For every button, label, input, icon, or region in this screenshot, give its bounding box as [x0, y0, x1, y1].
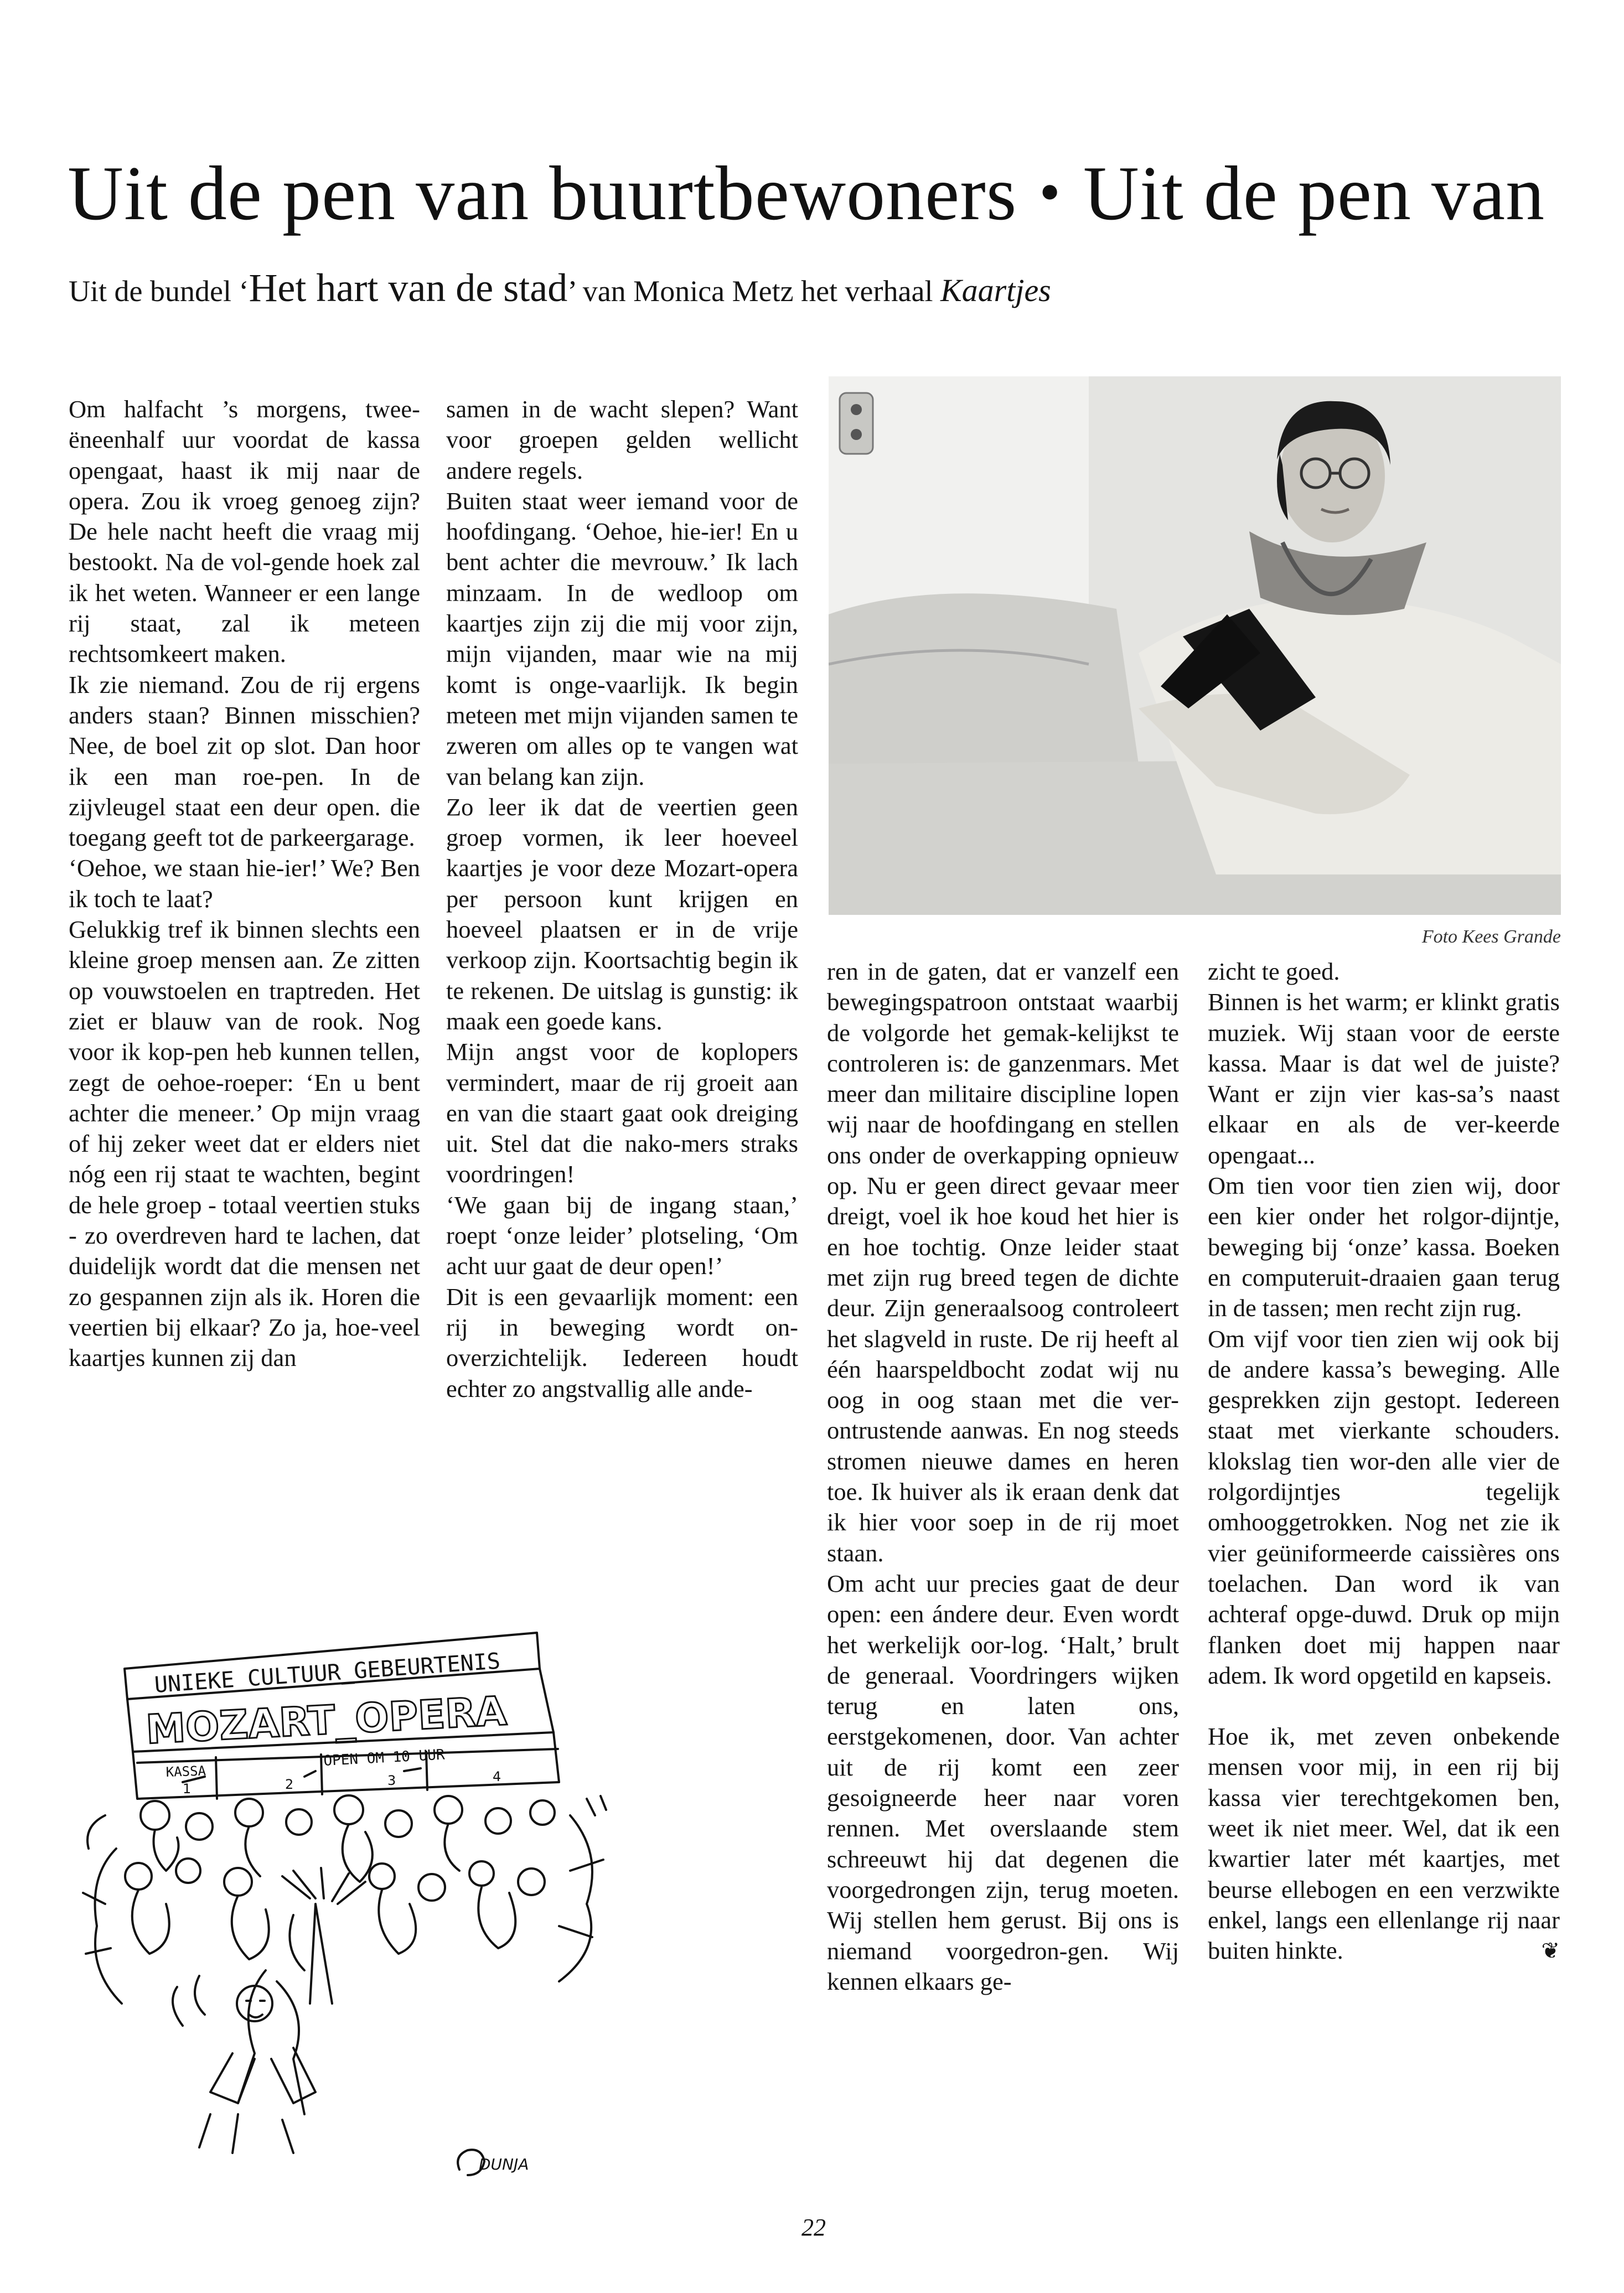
author-photo [829, 376, 1561, 915]
text-column-1 [69, 394, 420, 1374]
paragraph: ‘Oehoe, we staan hie-ier!’ We? Ben ik toch te laat? [69, 854, 420, 913]
cartoon-window-3: 3 [387, 1773, 396, 1788]
cartoon-kassa-text: KASSA [165, 1763, 206, 1780]
mozart-opera-cartoon [72, 1616, 625, 2197]
cartoon-signature: DUNJA [479, 2155, 529, 2173]
paragraph: Buiten staat weer iemand voor de hoofdingang. ‘Oehoe, hie-ier! En u bent achter die mevrouw.’ Ik lach minzaam. In de wedloop om kaartjes zijn zij die mij voor zijn, mijn vijanden, maar wie na mij komt is onge-vaarlijk. Ik begin meteen met mijn vijanden samen te zweren om alles op te vangen wat van belang kan zijn. [446, 486, 798, 790]
paragraph: zicht te goed. [1208, 957, 1340, 985]
headline-part-1: Uit de pen van buurtbewoners [68, 151, 1017, 236]
paragraph: Om acht uur precies gaat de deur open: een ándere deur. Even wordt het werkelijk oor-log. ‘Halt,’ brult de generaal. Voordringers wijken terug en laten ons, eerstgekomenen, door. Van achter uit de rij komt een zeer gesoigneerde heer naar voren rennen. Met overslaande stem schreeuwt hij dat degenen die voorgedrongen zijn, terug moeten. Wij stellen hem gerust. Bij ons is niemand voorgedron-gen. Wij kennen elkaars ge- [827, 1569, 1179, 1995]
subtitle-middle: ’ van Monica Metz het verhaal [567, 275, 940, 308]
paragraph: Binnen is het warm; er klinkt gratis muziek. Wij staan voor de eerste kassa. Maar is dat wel de juiste? Want er zijn vier kas-sa’s naast elkaar en als de ver-keerde opengaat... [1208, 988, 1560, 1169]
paragraph: Ik zie niemand. Zou de rij ergens anders staan? Binnen misschien? Nee, de boel zit op slot. Dan hoor ik een man roe-pen. In de zijvleugel staat een deur open. die toegang geeft tot de parkeergarage. [69, 670, 420, 852]
article-subtitle [69, 260, 1563, 315]
page-number: 22 [801, 2214, 826, 2241]
text-column-2 [446, 394, 798, 1404]
book-title: Het hart van de stad [249, 266, 568, 310]
cartoon-window-1: 1 [183, 1781, 192, 1797]
paragraph: Om tien voor tien zien wij, door een kier onder het rolgor-dijntje, beweging bij ‘onze’ kassa. Boeken en computeruit-draaien gaan terug in de tassen; men recht zijn rug. [1208, 1172, 1560, 1322]
story-title: Kaartjes [940, 272, 1051, 308]
paragraph-closing [1208, 1721, 1560, 1966]
paragraph: ren in de gaten, dat er vanzelf een bewegingspatroon ontstaat waarbij de volgorde het gemak-kelijkst te controleren is: de ganzenmars. Met meer dan militaire discipline lopen wij naar de hoofdingang en stellen ons onder de overkapping opnieuw op. Nu er geen direct gevaar meer dreigt, voel ik hoe koud het hier is en hoe tochtig. Onze leider staat met zijn rug breed tegen de dichte deur. Zijn generaalsoog controleert het slagveld in ruste. De rij heeft al één haarspeldbocht zodat wij nu oog in oog staan met die ver-ontrustende aanwas. En nog steeds stromen nieuwe dames en heren toe. Ik huiver als ik eraan denk dat ik hier voor soep in de rij moet staan. [827, 957, 1179, 1567]
subtitle-prefix: Uit de bundel ‘ [69, 275, 249, 308]
cartoon-window-2: 2 [285, 1777, 294, 1792]
cartoon-window-4: 4 [493, 1769, 501, 1784]
paragraph: samen in de wacht slepen? Want voor groepen gelden wellicht andere regels. [446, 395, 798, 484]
paragraph: Dit is een gevaarlijk moment: een rij in beweging wordt on-overzichtelijk. Iedereen houdt echter zo angstvallig alle ande- [446, 1282, 798, 1402]
paragraph: Om halfacht ’s morgens, twee-ëneenhalf uur voordat de kassa opengaat, haast ik mij naar de opera. Zou ik vroeg genoeg zijn? De hele nacht heeft die vraag mij bestookt. Na de vol-gende hoek zal ik het weten. Wanneer er een lange rij staat, zal ik meteen rechtsomkeert maken. [69, 395, 420, 668]
paragraph: Zo leer ik dat de veertien geen groep vormen, ik leer hoeveel kaartjes je voor deze Mozart-opera per persoon kunt krijgen en hoeveel plaatsen er in de vrije verkoop zijn. Koortsachtig begin ik te rekenen. De uitslag is gunstig: ik maak een goede kans. [446, 793, 798, 1035]
author-photo-illustration [829, 376, 1561, 915]
cartoon-title-text: MOZART_OPERA [144, 1687, 508, 1753]
cartoon-open-sign: OPEN OM 10 UUR [323, 1746, 446, 1769]
paragraph: Om vijf voor tien zien wij ook bij de andere kassa’s beweging. Alle gesprekken zijn gestopt. Iedereen staat met vierkante schouders. klokslag tien wor-den alle vier de rolgordijntjes tegelijk omhooggetrokken. Nog net zie ik vier geüniformeerde caissières ons toelachen. Dan word ik van achteraf opge-duwd. Druk op mijn flanken doet mij happen naar adem. Ik word opgetild en kapseis. [1208, 1324, 1560, 1689]
text-column-4 [1208, 956, 1560, 1966]
headline-part-2: Uit de pen van [1083, 151, 1545, 236]
closing-text: Hoe ik, met zeven onbekende mensen voor mij, in een rij bij kassa vier terechtgekomen ben, weet ik niet meer. Wel, dat ik een kwartier later mét kaartjes, met beurse ellebogen en een verzwikte enkel, langs een ellenlange rij naar buiten hinkte. [1208, 1722, 1560, 1965]
cartoon-drawing [72, 1616, 625, 2197]
paragraph: ‘We gaan bij de ingang staan,’ roept ‘onze leider’ plotseling, ‘Om acht uur gaat de deur open!’ [446, 1191, 798, 1280]
paragraph: Mijn angst voor de koplopers vermindert, maar de rij groeit aan en van die staart gaat ook dreiging uit. Stel dat die nako-mers straks voordringen! [446, 1038, 798, 1188]
end-mark-icon: ❦ [1541, 1938, 1560, 1964]
cartoon-banner-text: UNIEKE CULTUUR_GEBEURTENIS [153, 1648, 501, 1698]
text-column-3 [827, 956, 1179, 1997]
headline-separator: • [1039, 158, 1061, 226]
page-headline [68, 141, 1624, 246]
paragraph: Gelukkig tref ik binnen slechts een kleine groep mensen aan. Ze zitten op vouwstoelen en traptreden. Het ziet er blauw van de rook. Nog voor ik kop-pen heb kunnen tellen, zegt de oehoe-roeper: ‘En u bent achter die meneer.’ Op mijn vraag of hij zeker weet dat er elders niet nóg een rij staat te wachten, begint de hele groep - totaal veertien stuks - zo overdreven hard te lachen, dat duidelijk wordt dat die mensen net zo gespannen zijn als ik. Horen die veertien bij elkaar? Zo ja, hoe-veel kaartjes kunnen zij dan [69, 915, 420, 1372]
photo-caption: Foto Kees Grande [1421, 926, 1561, 947]
